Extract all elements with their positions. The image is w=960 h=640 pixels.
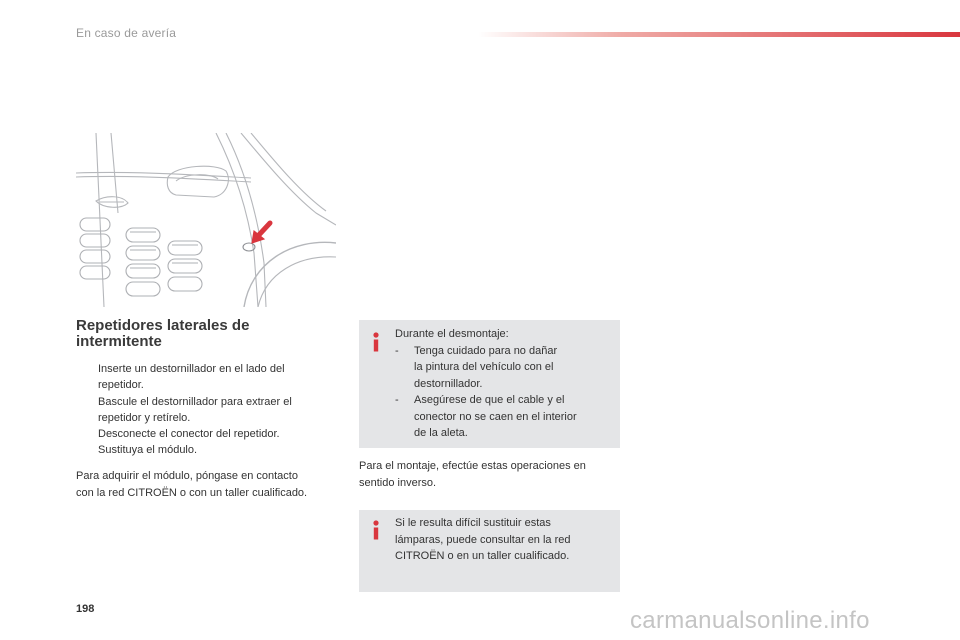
step-item [76,442,338,458]
page-number: 198 [76,603,95,615]
note-line: de la aleta. [414,427,468,439]
info-note-service [359,510,620,592]
chapter-title: En caso de avería [76,26,177,40]
dash-bullet: - [395,394,399,406]
steps-list [76,361,338,459]
purchase-line: Para adquirir el módulo, póngase en contacto [76,470,298,482]
note-line: Si le resulta difícil sustituir estas [395,517,551,529]
info-icon [371,520,381,540]
step-line: Desconecte el conector del repetidor. [98,428,280,441]
mounting-line: sentido inverso. [359,477,437,489]
note-line: Asegúrese de que el cable y el [414,394,565,406]
step-item [76,426,338,442]
step-line: Bascule el destornillador para extraer el [98,395,292,408]
dash-bullet: - [395,344,399,357]
section-title [76,318,346,350]
note-line: CITROËN o en un taller cualificado. [395,550,570,562]
step-line: repetidor. [98,379,144,392]
step-line: Inserte un destornillador en el lado del [98,363,285,375]
section-title-line2: intermitente [76,333,162,350]
step-line: Sustituya el módulo. [98,444,198,457]
info-note-disassembly [359,320,620,448]
note-line: destornillador. [414,377,483,390]
info-icon [371,332,381,352]
note-line: la pintura del vehículo con el [414,361,554,373]
mounting-paragraph [359,458,621,492]
purchase-paragraph [76,468,346,502]
step-item [76,394,338,427]
car-door-illustration [76,133,336,307]
chapter-accent-bar [478,32,960,37]
note-item [395,343,611,393]
purchase-line: con la red CITROËN o con un taller cualificado. [76,487,308,499]
note-line: conector no se caen en el interior [414,410,577,423]
section-title-line1: Repetidores laterales de [76,317,250,334]
note-line: Tenga cuidado para no dañar [414,344,558,357]
note-item [395,392,611,442]
step-item [76,361,338,394]
mounting-line: Para el montaje, efectúe estas operaciones en [359,460,586,472]
step-line: repetidor y retírelo. [98,411,191,424]
watermark-text: carmanualsonline.info [630,607,870,634]
note-intro: Durante el desmontaje: [395,328,509,340]
note-line: lámparas, puede consultar en la red [395,533,571,546]
